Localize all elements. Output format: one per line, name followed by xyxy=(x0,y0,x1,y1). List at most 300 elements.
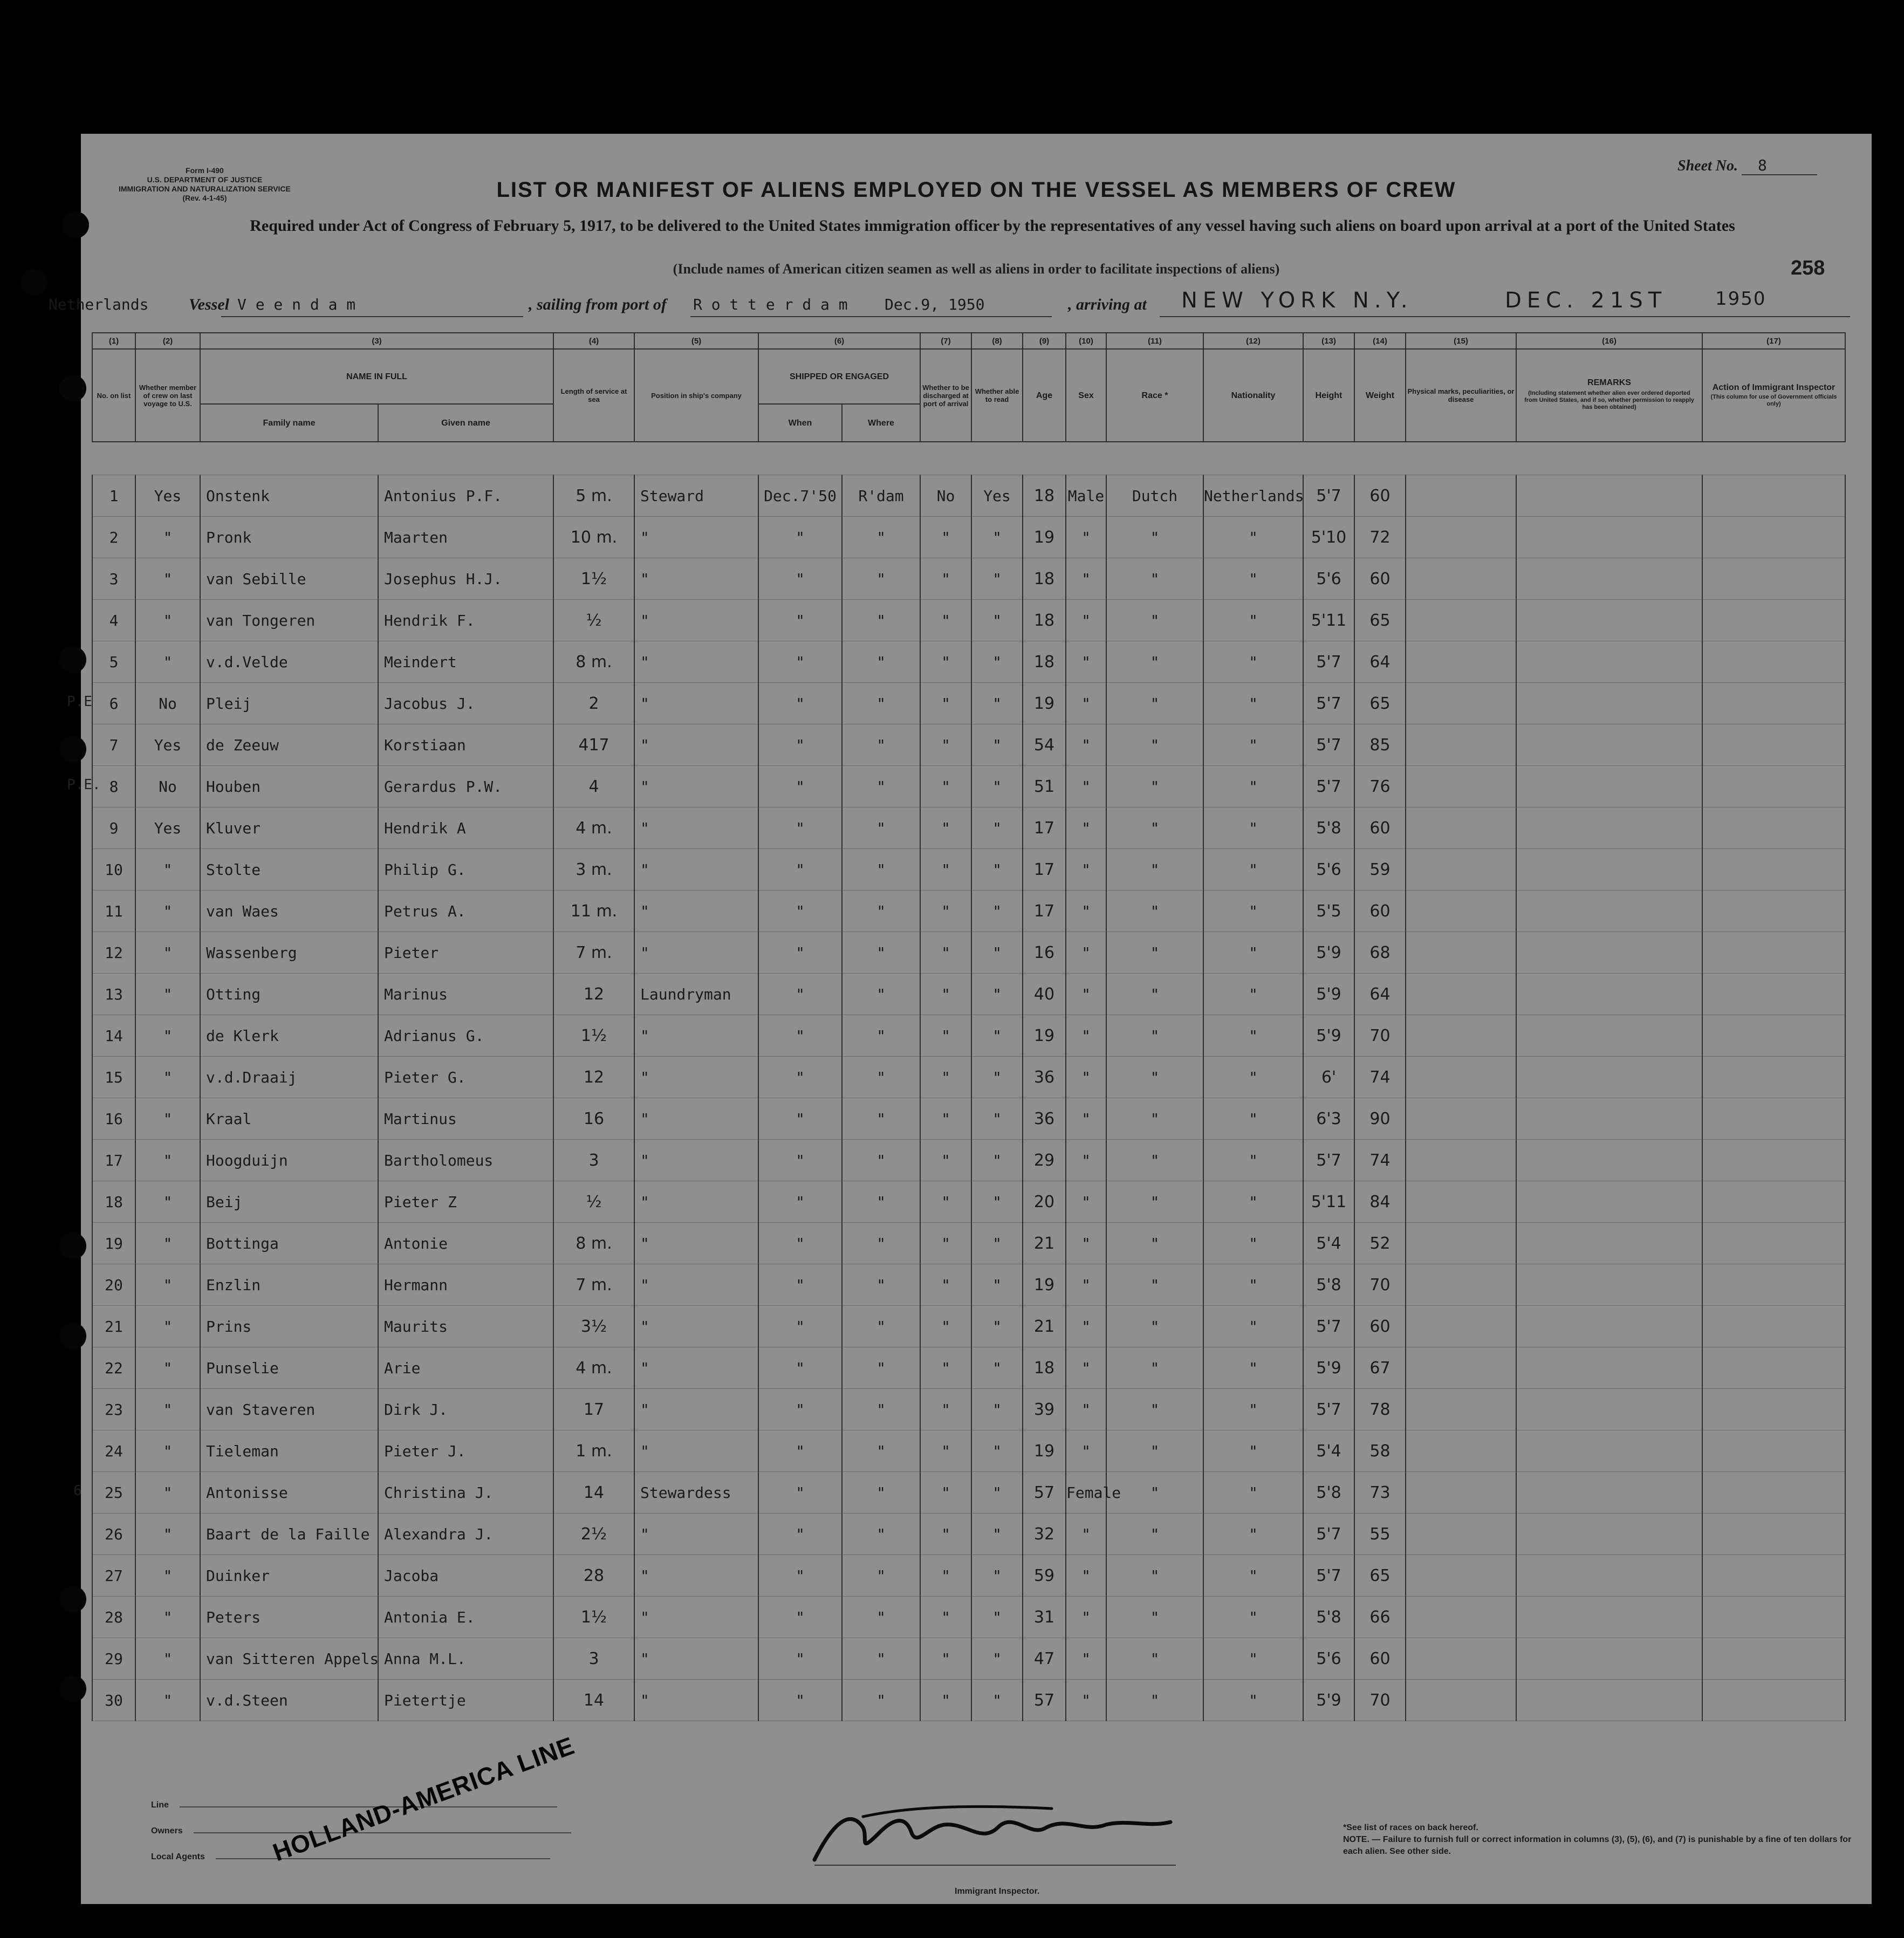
header-remarks-sub: (Including statement whether alien ever ordered deported from United States, and if so, whether permission to reapply has been obtained) xyxy=(1524,390,1694,410)
cell-age: 17 xyxy=(1023,891,1066,932)
cell-crew: " xyxy=(135,1140,200,1181)
cell-action xyxy=(1702,517,1845,558)
cell-physical-marks xyxy=(1406,1597,1516,1638)
cell-remarks xyxy=(1516,641,1702,683)
cell-where: " xyxy=(842,1015,920,1057)
cell-given-name: Martinus xyxy=(378,1098,553,1140)
cell-nationality: " xyxy=(1203,1306,1303,1347)
spacer-row xyxy=(92,442,1845,475)
cell-age: 39 xyxy=(1023,1389,1066,1430)
cell-when: " xyxy=(758,1597,842,1638)
cell-age: 31 xyxy=(1023,1597,1066,1638)
cell-service: 14 xyxy=(553,1472,634,1514)
cell-age: 36 xyxy=(1023,1098,1066,1140)
cell-when: " xyxy=(758,1140,842,1181)
cell-family-name: van Staveren xyxy=(200,1389,378,1430)
cell-given-name: Hendrik A xyxy=(378,807,553,849)
cell-position: " xyxy=(634,1555,758,1597)
cell-position: " xyxy=(634,1638,758,1680)
cell-service: 3 xyxy=(553,1638,634,1680)
table-row xyxy=(92,1223,1845,1264)
cell-action xyxy=(1702,1680,1845,1721)
cell-family-name: Duinker xyxy=(200,1555,378,1597)
cell-weight: 74 xyxy=(1354,1057,1406,1098)
cell-nationality: " xyxy=(1203,724,1303,766)
cell-service: 1½ xyxy=(553,1015,634,1057)
cell-weight: 70 xyxy=(1354,1680,1406,1721)
cell-where: " xyxy=(842,974,920,1015)
table-row xyxy=(92,1140,1845,1181)
cell-where: " xyxy=(842,1264,920,1306)
cell-physical-marks xyxy=(1406,1181,1516,1223)
cell-position: " xyxy=(634,600,758,641)
cell-no: 29 xyxy=(92,1638,135,1680)
cell-given-name: Jacoba xyxy=(378,1555,553,1597)
penalty-note: NOTE. — Failure to furnish full or correct information in columns (3), (5), (6), and (7) is punishable by a fine of ten dollars for each alien. See other side. xyxy=(1343,1835,1852,1856)
cell-sex: " xyxy=(1066,1680,1106,1721)
cell-no: 22 xyxy=(92,1347,135,1389)
cell-remarks xyxy=(1516,766,1702,807)
cell-no: 2 xyxy=(92,517,135,558)
cell-nationality: " xyxy=(1203,1057,1303,1098)
cell-action xyxy=(1702,724,1845,766)
cell-remarks xyxy=(1516,974,1702,1015)
cell-when: " xyxy=(758,1057,842,1098)
cell-able-read: " xyxy=(971,1057,1023,1098)
cell-weight: 60 xyxy=(1354,807,1406,849)
cell-crew: " xyxy=(135,558,200,600)
cell-position: " xyxy=(634,1057,758,1098)
cell-weight: 67 xyxy=(1354,1347,1406,1389)
cell-position: " xyxy=(634,1140,758,1181)
cell-sex: " xyxy=(1066,1347,1106,1389)
cell-sex: " xyxy=(1066,932,1106,974)
cell-able-read: " xyxy=(971,724,1023,766)
cell-physical-marks xyxy=(1406,1472,1516,1514)
cell-no: 5 xyxy=(92,641,135,683)
cell-where: " xyxy=(842,517,920,558)
cell-height: 5'7 xyxy=(1303,1514,1354,1555)
cell-height: 5'7 xyxy=(1303,641,1354,683)
cell-height: 5'6 xyxy=(1303,558,1354,600)
table-row xyxy=(92,517,1845,558)
cell-action xyxy=(1702,1597,1845,1638)
cell-race: " xyxy=(1106,807,1203,849)
cell-discharged: " xyxy=(920,849,971,891)
cell-crew: " xyxy=(135,1680,200,1721)
punch-hole xyxy=(59,1586,86,1613)
cell-no: 17 xyxy=(92,1140,135,1181)
cell-no: 14 xyxy=(92,1015,135,1057)
cell-when: " xyxy=(758,641,842,683)
arrival-underline xyxy=(1160,316,1850,317)
cell-action xyxy=(1702,1638,1845,1680)
include-note: (Include names of American citizen seamen as well as aliens in order to facilitate inspections of aliens) xyxy=(673,261,1280,277)
cell-where: " xyxy=(842,807,920,849)
cell-given-name: Maarten xyxy=(378,517,553,558)
cell-crew: " xyxy=(135,1389,200,1430)
cell-height: 5'7 xyxy=(1303,1389,1354,1430)
cell-sex: " xyxy=(1066,641,1106,683)
cell-height: 5'7 xyxy=(1303,1306,1354,1347)
cell-remarks xyxy=(1516,1638,1702,1680)
cell-sex: " xyxy=(1066,683,1106,724)
arrival-date: DEC. 21ST xyxy=(1505,288,1667,313)
header-physical-marks: Physical marks, peculiarities, or disease xyxy=(1406,349,1516,442)
cell-action xyxy=(1702,1555,1845,1597)
cell-service: ½ xyxy=(553,600,634,641)
cell-age: 20 xyxy=(1023,1181,1066,1223)
form-revision: (Rev. 4-1-45) xyxy=(182,194,227,202)
cell-family-name: van Sitteren Appels xyxy=(200,1638,378,1680)
cell-when: " xyxy=(758,1514,842,1555)
cell-remarks xyxy=(1516,1347,1702,1389)
cell-where: " xyxy=(842,1098,920,1140)
cell-nationality: " xyxy=(1203,849,1303,891)
cell-sex: " xyxy=(1066,1223,1106,1264)
cell-service: 17 xyxy=(553,1389,634,1430)
inspector-signature xyxy=(804,1795,1181,1871)
cell-position: " xyxy=(634,1015,758,1057)
cell-when: " xyxy=(758,1015,842,1057)
cell-weight: 60 xyxy=(1354,1638,1406,1680)
cell-weight: 70 xyxy=(1354,1264,1406,1306)
cell-position: " xyxy=(634,724,758,766)
cell-able-read: " xyxy=(971,1347,1023,1389)
cell-action xyxy=(1702,1264,1845,1306)
cell-when: " xyxy=(758,724,842,766)
cell-able-read: " xyxy=(971,1264,1023,1306)
cell-physical-marks xyxy=(1406,641,1516,683)
cell-discharged: " xyxy=(920,1430,971,1472)
cell-age: 54 xyxy=(1023,724,1066,766)
cell-position: " xyxy=(634,1680,758,1721)
crew-rows xyxy=(67,475,1845,1721)
cell-position: " xyxy=(634,517,758,558)
cell-remarks xyxy=(1516,1015,1702,1057)
cell-service: 3½ xyxy=(553,1306,634,1347)
cell-age: 19 xyxy=(1023,1264,1066,1306)
header-action-sub: (This column for use of Government officials only) xyxy=(1710,393,1837,407)
cell-height: 5'7 xyxy=(1303,683,1354,724)
cell-given-name: Petrus A. xyxy=(378,891,553,932)
vessel-name: V e e n d a m xyxy=(237,296,356,313)
cell-position: " xyxy=(634,766,758,807)
cell-discharged: " xyxy=(920,600,971,641)
cell-position: Steward xyxy=(634,475,758,517)
cell-height: 5'9 xyxy=(1303,1347,1354,1389)
cell-crew: " xyxy=(135,641,200,683)
cell-race: " xyxy=(1106,683,1203,724)
cell-race: " xyxy=(1106,600,1203,641)
col-4-num: (4) xyxy=(553,333,634,349)
cell-crew: " xyxy=(135,1347,200,1389)
cell-service: 8 m. xyxy=(553,641,634,683)
cell-position: " xyxy=(634,1181,758,1223)
cell-height: 5'10 xyxy=(1303,517,1354,558)
table-row xyxy=(92,475,1845,517)
departure-port: R o t t e r d a m xyxy=(693,296,848,313)
cell-able-read: " xyxy=(971,766,1023,807)
cell-physical-marks xyxy=(1406,974,1516,1015)
cell-where: " xyxy=(842,849,920,891)
cell-race: " xyxy=(1106,1098,1203,1140)
cell-discharged: " xyxy=(920,932,971,974)
cell-given-name: Antonie xyxy=(378,1223,553,1264)
cell-sex: " xyxy=(1066,1597,1106,1638)
cell-discharged: " xyxy=(920,1347,971,1389)
cell-weight: 72 xyxy=(1354,517,1406,558)
cell-crew: " xyxy=(135,1514,200,1555)
table-row xyxy=(92,1638,1845,1680)
cell-when: " xyxy=(758,766,842,807)
cell-nationality: " xyxy=(1203,1597,1303,1638)
cell-remarks xyxy=(1516,1514,1702,1555)
cell-physical-marks xyxy=(1406,849,1516,891)
cell-no: 24 xyxy=(92,1430,135,1472)
cell-discharged: " xyxy=(920,766,971,807)
cell-given-name: Gerardus P.W. xyxy=(378,766,553,807)
cell-nationality: " xyxy=(1203,1015,1303,1057)
cell-discharged: " xyxy=(920,1389,971,1430)
cell-family-name: Peters xyxy=(200,1597,378,1638)
cell-able-read: " xyxy=(971,1223,1023,1264)
cell-sex: " xyxy=(1066,600,1106,641)
cell-where: " xyxy=(842,1223,920,1264)
cell-action xyxy=(1702,683,1845,724)
cell-when: " xyxy=(758,1389,842,1430)
cell-weight: 52 xyxy=(1354,1223,1406,1264)
cell-service: 11 m. xyxy=(553,891,634,932)
header-name-in-full: NAME IN FULL xyxy=(200,349,553,404)
punch-hole xyxy=(59,1323,86,1350)
cell-where: " xyxy=(842,641,920,683)
cell-position: " xyxy=(634,1098,758,1140)
requirement-text: Required under Act of Congress of February 5, 1917, to be delivered to the United States immigration officer by the representatives of any vessel having such aliens on board upon arrival at a port of the United States xyxy=(250,217,1735,235)
cell-height: 5'7 xyxy=(1303,1555,1354,1597)
cell-physical-marks xyxy=(1406,600,1516,641)
cell-when: " xyxy=(758,1306,842,1347)
cell-race: " xyxy=(1106,641,1203,683)
cell-given-name: Pieter xyxy=(378,932,553,974)
cell-physical-marks xyxy=(1406,724,1516,766)
cell-weight: 70 xyxy=(1354,1015,1406,1057)
holland-america-stamp: HOLLAND-AMERICA LINE xyxy=(269,1731,578,1867)
cell-race: " xyxy=(1106,1223,1203,1264)
header-sex: Sex xyxy=(1066,349,1106,442)
cell-sex: Female xyxy=(1066,1472,1106,1514)
cell-crew: " xyxy=(135,1098,200,1140)
cell-race: " xyxy=(1106,1015,1203,1057)
cell-nationality: " xyxy=(1203,1098,1303,1140)
cell-remarks xyxy=(1516,1098,1702,1140)
cell-sex: " xyxy=(1066,1389,1106,1430)
cell-discharged: " xyxy=(920,517,971,558)
cell-service: 7 m. xyxy=(553,932,634,974)
cell-no: 7 xyxy=(92,724,135,766)
cell-action xyxy=(1702,1472,1845,1514)
cell-action xyxy=(1702,1140,1845,1181)
cell-sex: " xyxy=(1066,766,1106,807)
col-8-num: (8) xyxy=(971,333,1023,349)
spacer-cell xyxy=(92,442,1845,475)
cell-where: " xyxy=(842,1472,920,1514)
cell-race: " xyxy=(1106,1514,1203,1555)
cell-weight: 60 xyxy=(1354,1306,1406,1347)
cell-race: Dutch xyxy=(1106,475,1203,517)
cell-age: 29 xyxy=(1023,1140,1066,1181)
table-row xyxy=(92,558,1845,600)
cell-sex: " xyxy=(1066,974,1106,1015)
table-row xyxy=(92,1306,1845,1347)
cell-nationality: " xyxy=(1203,600,1303,641)
cell-position: " xyxy=(634,558,758,600)
cell-discharged: " xyxy=(920,1472,971,1514)
cell-family-name: Kluver xyxy=(200,807,378,849)
cell-race: " xyxy=(1106,766,1203,807)
cell-sex: " xyxy=(1066,558,1106,600)
cell-family-name: Prins xyxy=(200,1306,378,1347)
cell-family-name: van Sebille xyxy=(200,558,378,600)
cell-family-name: Antonisse xyxy=(200,1472,378,1514)
header-given-name: Given name xyxy=(378,404,553,442)
cell-discharged: " xyxy=(920,683,971,724)
cell-remarks xyxy=(1516,1430,1702,1472)
cell-action xyxy=(1702,766,1845,807)
cell-discharged: " xyxy=(920,641,971,683)
cell-age: 21 xyxy=(1023,1223,1066,1264)
header-action-title: Action of Immigrant Inspector xyxy=(1712,382,1835,392)
cell-discharged: " xyxy=(920,1680,971,1721)
cell-action xyxy=(1702,1389,1845,1430)
cell-where: " xyxy=(842,1597,920,1638)
sheet-number-label: Sheet No. xyxy=(1677,157,1738,174)
cell-no: 11 xyxy=(92,891,135,932)
cell-service: 14 xyxy=(553,1680,634,1721)
cell-action xyxy=(1702,849,1845,891)
table-row xyxy=(92,1347,1845,1389)
cell-service: 3 xyxy=(553,1140,634,1181)
cell-able-read: " xyxy=(971,1638,1023,1680)
col-16-num: (16) xyxy=(1516,333,1702,349)
cell-nationality: " xyxy=(1203,641,1303,683)
cell-race: " xyxy=(1106,1389,1203,1430)
col-7-num: (7) xyxy=(920,333,971,349)
cell-action xyxy=(1702,1015,1845,1057)
cell-physical-marks xyxy=(1406,1306,1516,1347)
cell-physical-marks xyxy=(1406,766,1516,807)
department-name: U.S. DEPARTMENT OF JUSTICE xyxy=(147,175,263,184)
cell-crew: " xyxy=(135,1555,200,1597)
cell-crew: " xyxy=(135,1597,200,1638)
cell-remarks xyxy=(1516,558,1702,600)
cell-remarks xyxy=(1516,1597,1702,1638)
owners-underline xyxy=(194,1832,571,1833)
cell-weight: 59 xyxy=(1354,849,1406,891)
cell-where: " xyxy=(842,1430,920,1472)
cell-no: 30 xyxy=(92,1680,135,1721)
cell-discharged: " xyxy=(920,1638,971,1680)
cell-race: " xyxy=(1106,1057,1203,1098)
cell-when: " xyxy=(758,1472,842,1514)
owners-label: Owners xyxy=(151,1826,183,1836)
cell-age: 17 xyxy=(1023,807,1066,849)
cell-remarks xyxy=(1516,600,1702,641)
cell-remarks xyxy=(1516,849,1702,891)
margin-annotation: P.E. xyxy=(67,777,101,793)
header-where: Where xyxy=(842,404,920,442)
cell-able-read: " xyxy=(971,641,1023,683)
cell-age: 18 xyxy=(1023,1347,1066,1389)
cell-service: ½ xyxy=(553,1181,634,1223)
cell-remarks xyxy=(1516,1223,1702,1264)
cell-height: 5'5 xyxy=(1303,891,1354,932)
cell-given-name: Dirk J. xyxy=(378,1389,553,1430)
table-row xyxy=(92,1098,1845,1140)
cell-age: 40 xyxy=(1023,974,1066,1015)
cell-race: " xyxy=(1106,724,1203,766)
cell-height: 5'9 xyxy=(1303,1680,1354,1721)
cell-when: " xyxy=(758,849,842,891)
cell-sex: " xyxy=(1066,1638,1106,1680)
cell-service: 4 xyxy=(553,766,634,807)
cell-service: 2 xyxy=(553,683,634,724)
cell-remarks xyxy=(1516,932,1702,974)
cell-height: 5'11 xyxy=(1303,1181,1354,1223)
cell-physical-marks xyxy=(1406,558,1516,600)
cell-when: " xyxy=(758,1555,842,1597)
cell-able-read: " xyxy=(971,807,1023,849)
cell-where: " xyxy=(842,724,920,766)
cell-given-name: Pieter J. xyxy=(378,1430,553,1472)
cell-action xyxy=(1702,1223,1845,1264)
col-11-num: (11) xyxy=(1106,333,1203,349)
cell-family-name: Houben xyxy=(200,766,378,807)
cell-race: " xyxy=(1106,1181,1203,1223)
column-number-row xyxy=(92,333,1845,349)
cell-no: 8 P.E. xyxy=(92,766,135,807)
cell-height: 5'9 xyxy=(1303,1015,1354,1057)
sheet-number-value: 8 xyxy=(1742,156,1817,175)
cell-weight: 68 xyxy=(1354,932,1406,974)
margin-annotation: P.E xyxy=(67,694,92,710)
cell-race: " xyxy=(1106,932,1203,974)
cell-height: 5'9 xyxy=(1303,932,1354,974)
cell-no: 4 xyxy=(92,600,135,641)
cell-physical-marks xyxy=(1406,932,1516,974)
header-remarks-title: REMARKS xyxy=(1587,378,1631,387)
cell-no: 25 6 xyxy=(92,1472,135,1514)
header-action xyxy=(1702,349,1845,442)
punch-hole xyxy=(59,736,86,763)
cell-service: 16 xyxy=(553,1098,634,1140)
cell-age: 18 xyxy=(1023,641,1066,683)
table-row xyxy=(92,849,1845,891)
cell-race: " xyxy=(1106,1347,1203,1389)
cell-nationality: " xyxy=(1203,1430,1303,1472)
cell-age: 19 xyxy=(1023,1430,1066,1472)
cell-position: " xyxy=(634,1223,758,1264)
cell-physical-marks xyxy=(1406,1389,1516,1430)
header-no-on-list: No. on list xyxy=(92,349,135,442)
cell-service: 4 m. xyxy=(553,807,634,849)
stamp-number: 258 xyxy=(1791,257,1825,279)
cell-able-read: " xyxy=(971,1555,1023,1597)
col-3-num: (3) xyxy=(200,333,553,349)
cell-crew: " xyxy=(135,974,200,1015)
inspector-label: Immigrant Inspector. xyxy=(955,1887,1040,1896)
cell-family-name: v.d.Velde xyxy=(200,641,378,683)
